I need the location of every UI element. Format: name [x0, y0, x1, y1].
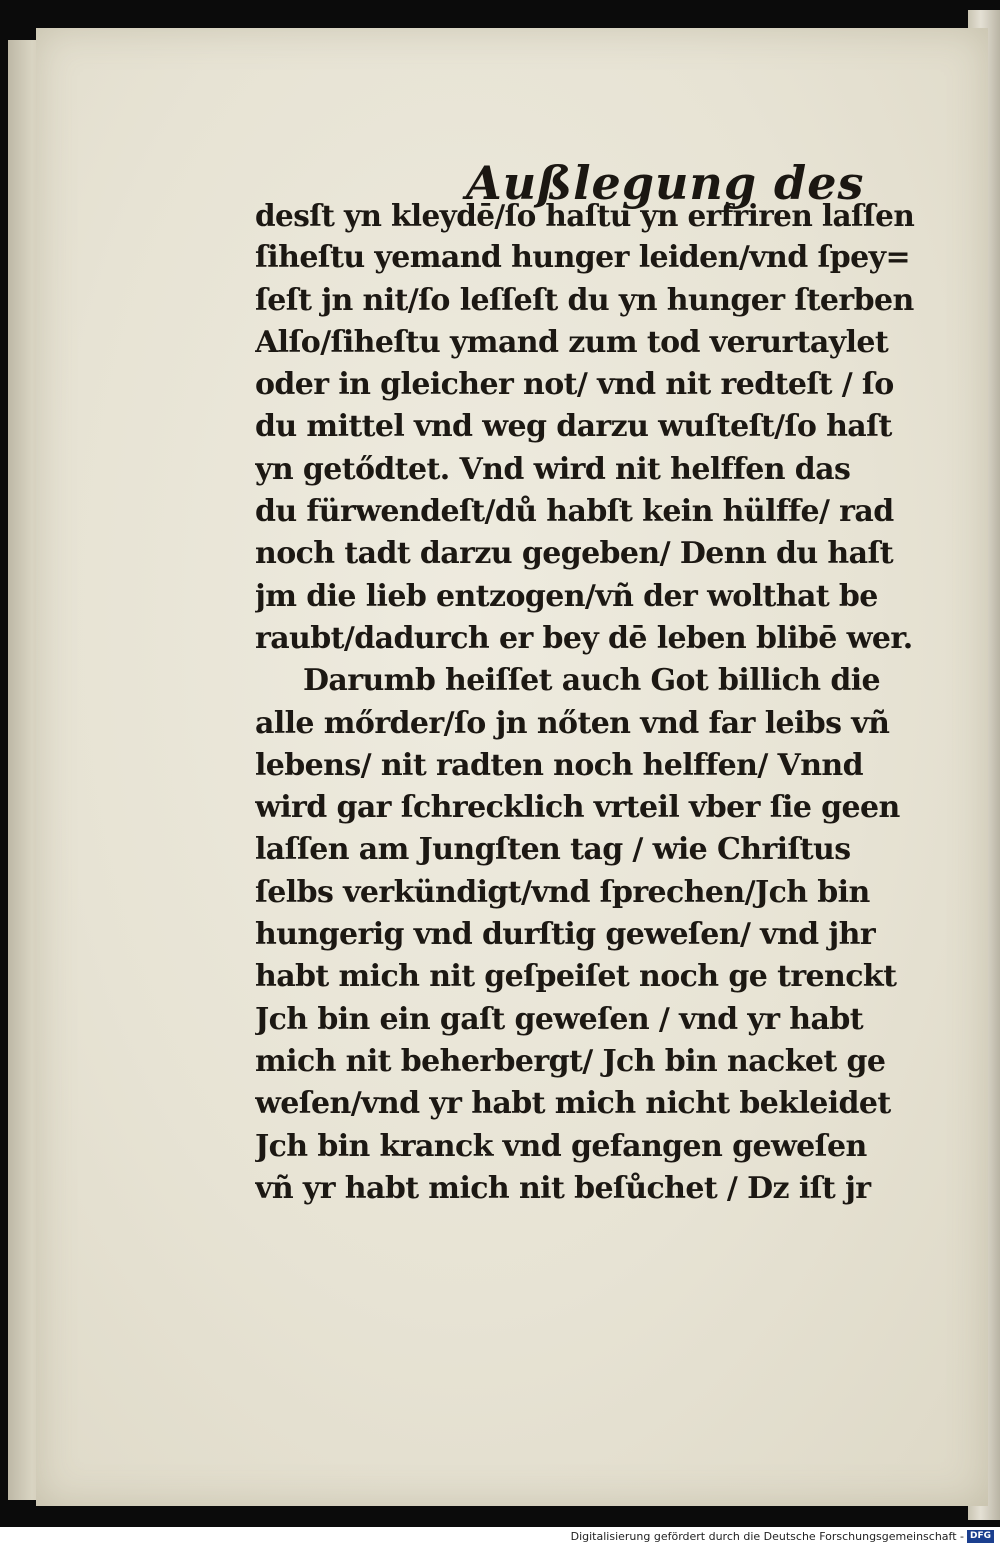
text-line: oder in gleicher not/ vnd nit redteſt / ſo: [255, 367, 894, 403]
paragraph-start-line: Darumb heiſſet auch Got billich die: [303, 663, 880, 699]
text-line: Alſo/ſiheſtu ymand zum tod verurtaylet: [255, 324, 889, 360]
text-line: ſeſt jn nit/ſo leſſeſt du yn hunger ſterben: [255, 282, 914, 318]
footer-bar: [0, 1527, 1000, 1547]
text-line: habt mich nit geſpeiſet noch ge trenckt: [255, 959, 897, 995]
text-line: du fürwendeſt/dů habſt kein hülffe/ rad: [255, 494, 894, 530]
text-line: Jch bin ein gaſt geweſen / vnd yr habt: [255, 1001, 863, 1037]
text-line: lebens/ nit radten noch helffen/ Vnnd: [255, 747, 864, 783]
running-head: Außlegung des: [466, 156, 865, 210]
text-line: du mittel vnd weg darzu wuſteſt/ſo haſt: [255, 409, 892, 445]
text-line: ſiheſtu yemand hunger leiden/vnd ſpey=: [255, 240, 911, 276]
text-block: [255, 195, 915, 1210]
dfg-logo: DFG: [967, 1530, 994, 1543]
text-line: weſen/vnd yr habt mich nicht bekleidet: [255, 1086, 891, 1122]
text-line: vñ yr habt mich nit beſůchet / Dz iſt jr: [255, 1170, 871, 1206]
text-line: yn getődtet. Vnd wird nit helffen das: [255, 451, 851, 487]
text-line: noch tadt darzu gegeben/ Denn du haſt: [255, 536, 894, 572]
text-line: desſt yn kleydē/ſo haſtu yn erfriren laſſen: [255, 198, 915, 233]
text-line: ſelbs verkündigt/vnd ſprechen/Jch bin: [255, 874, 870, 910]
text-line: wird gar ſchrecklich vrteil vber ſie geen: [255, 790, 900, 826]
text-line: alle mőrder/ſo jn nőten vnd far leibs vñ: [255, 705, 890, 741]
text-line: raubt/dadurch er bey dē leben blibē wer.: [255, 620, 913, 656]
text-line: Jch bin kranck vnd gefangen geweſen: [255, 1128, 867, 1164]
text-line: mich nit beherbergt/ Jch bin nacket ge: [255, 1043, 886, 1079]
funding-credit: Digitalisierung gefördert durch die Deutsche Forschungsgemeinschaft -: [570, 1530, 964, 1543]
text-line: hungerig vnd durſtig geweſen/ vnd jhr: [255, 917, 876, 953]
text-line: jm die lieb entzogen/vñ der wolthat be: [255, 578, 878, 614]
text-line: laſſen am Jungſten tag / wie Chriſtus: [255, 832, 851, 868]
